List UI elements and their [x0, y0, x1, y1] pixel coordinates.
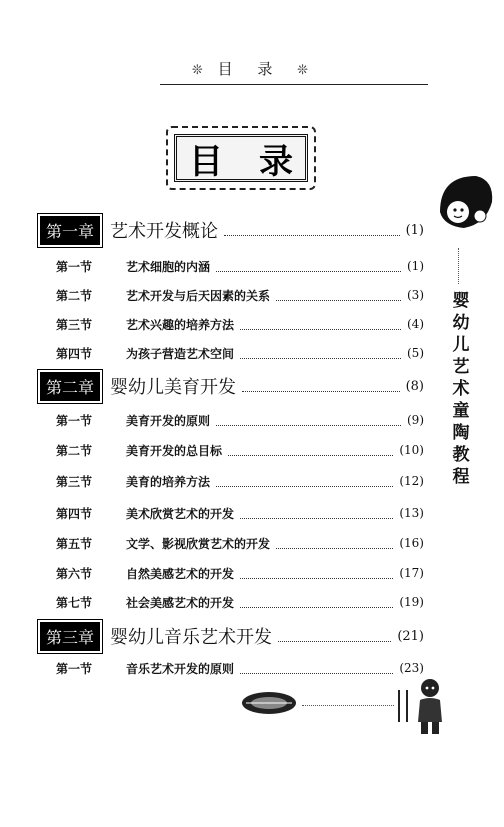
- footer-bars: [398, 690, 408, 722]
- leader-dots: [276, 290, 401, 301]
- toc-section-row[interactable]: [56, 503, 424, 523]
- section-title: 艺术兴趣的培养方法: [126, 317, 235, 332]
- toc-chapter-row[interactable]: [40, 624, 424, 648]
- page-number: (8): [405, 378, 424, 394]
- page-number: (17): [399, 566, 424, 580]
- leader-dots: [224, 225, 400, 236]
- leader-dots: [216, 476, 393, 487]
- header-title: 目 录: [217, 60, 283, 78]
- page-number: (5): [407, 346, 424, 360]
- section-title: 文学、影视欣赏艺术的开发: [126, 536, 271, 551]
- toc-section-row[interactable]: [56, 533, 424, 553]
- page-number: (10): [399, 443, 424, 457]
- flower-ornament-icon: ❊: [191, 63, 203, 78]
- leader-dots: [228, 445, 393, 456]
- leaf-ornament-icon: [240, 690, 298, 716]
- chapter-title: 婴幼儿音乐艺术开发: [110, 627, 273, 648]
- section-number: 第一节: [56, 661, 93, 676]
- leader-dots: [216, 261, 401, 272]
- section-title: 美育开发的原则: [126, 413, 211, 428]
- toc-chapter-row[interactable]: [40, 218, 424, 242]
- chapter-tag: 第二章: [40, 372, 100, 401]
- leader-dots: [276, 538, 393, 549]
- toc-section-row[interactable]: [56, 314, 424, 334]
- page-number: (23): [399, 661, 424, 675]
- section-title: 艺术开发与后天因素的关系: [126, 288, 271, 303]
- leader-dots: [278, 631, 391, 642]
- toc-title-frame: [166, 126, 316, 190]
- flower-ornament-icon: ❊: [297, 63, 309, 78]
- side-book-title: 婴 幼 儿 艺 术 童 陶 教 程: [452, 291, 470, 487]
- child-portrait-icon: [436, 172, 494, 242]
- section-number: 第七节: [56, 595, 93, 610]
- section-number: 第二节: [56, 288, 93, 303]
- toc-section-row[interactable]: [56, 592, 424, 612]
- section-number: 第一节: [56, 413, 93, 428]
- section-title: 社会美感艺术的开发: [126, 595, 235, 610]
- section-number: 第六节: [56, 566, 93, 581]
- header-rule: [160, 84, 428, 85]
- section-title: 艺术细胞的内涵: [126, 259, 211, 274]
- toc-title-char-2: 录: [259, 141, 293, 182]
- section-title: 美术欣赏艺术的开发: [126, 506, 235, 521]
- leader-dots: [240, 597, 393, 608]
- page-number: (3): [407, 288, 424, 302]
- page-number: (1): [407, 259, 424, 273]
- child-figure-icon: [412, 676, 448, 736]
- chapter-title: 婴幼儿美育开发: [110, 377, 237, 398]
- page-number: (19): [399, 595, 424, 609]
- leader-dots: [240, 663, 393, 674]
- toc-section-row[interactable]: [56, 471, 424, 491]
- page-number: (9): [407, 413, 424, 427]
- page-number: (1): [405, 222, 424, 238]
- running-header: [150, 58, 350, 79]
- section-number: 第三节: [56, 474, 93, 489]
- leader-dots: [240, 319, 401, 330]
- toc-section-row[interactable]: [56, 410, 424, 430]
- toc-section-row[interactable]: [56, 285, 424, 305]
- footer-dotted-line: [302, 705, 394, 706]
- section-title: 为孩子营造艺术空间: [126, 346, 235, 361]
- toc-section-row[interactable]: [56, 658, 424, 678]
- leader-dots: [240, 568, 393, 579]
- page-number: (13): [399, 506, 424, 520]
- side-dotted-line: [458, 248, 459, 284]
- section-title: 自然美感艺术的开发: [126, 566, 235, 581]
- page-number: (12): [399, 474, 424, 488]
- section-number: 第二节: [56, 443, 93, 458]
- toc-title-char-1: 目: [189, 141, 223, 182]
- chapter-tag: 第一章: [40, 216, 100, 245]
- section-title: 美育开发的总目标: [126, 443, 223, 458]
- leader-dots: [240, 508, 393, 519]
- section-number: 第四节: [56, 506, 93, 521]
- page-number: (16): [399, 536, 424, 550]
- chapter-title: 艺术开发概论: [110, 221, 219, 242]
- page-number: (4): [407, 317, 424, 331]
- toc-section-row[interactable]: [56, 256, 424, 276]
- toc-chapter-row[interactable]: [40, 374, 424, 398]
- section-number: 第四节: [56, 346, 93, 361]
- section-number: 第三节: [56, 317, 93, 332]
- page-number: (21): [397, 628, 424, 644]
- toc-section-row[interactable]: [56, 440, 424, 460]
- section-title: 音乐艺术开发的原则: [126, 661, 235, 676]
- leader-dots: [240, 348, 401, 359]
- section-number: 第五节: [56, 536, 93, 551]
- leader-dots: [216, 415, 401, 426]
- section-number: 第一节: [56, 259, 93, 274]
- leader-dots: [242, 381, 400, 392]
- chapter-tag: 第三章: [40, 622, 100, 651]
- toc-section-row[interactable]: [56, 563, 424, 583]
- section-title: 美育的培养方法: [126, 474, 211, 489]
- toc-section-row[interactable]: [56, 343, 424, 363]
